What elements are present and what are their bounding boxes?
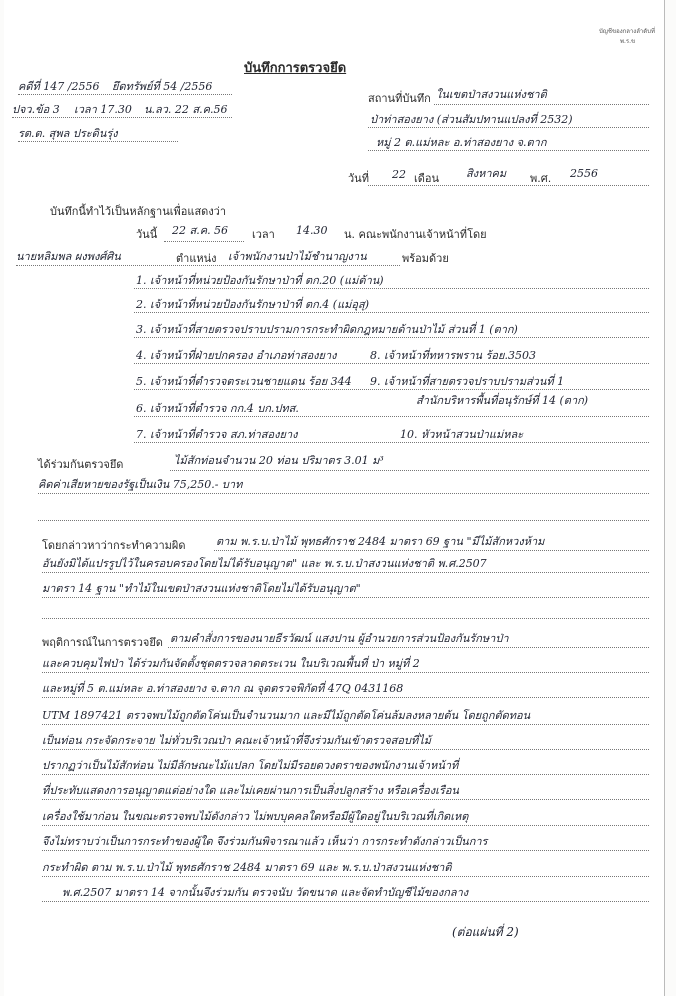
member-10: 10. หัวหน้าสวนป่าแม่หละ — [400, 428, 524, 441]
member-3: 3. เจ้าหน้าที่สายตรวจปราบปรามการกระทำผิดกฎหมายด้านป่าไม้ ส่วนที่ 1 (ตาก) — [136, 323, 518, 336]
time-label: เวลา — [252, 228, 275, 241]
position-label: ตำแหน่ง — [176, 252, 217, 265]
dotted-line — [38, 520, 649, 521]
dotted-line — [214, 550, 649, 551]
dotted-line — [42, 799, 649, 800]
dotted-line — [134, 416, 649, 417]
dotted-line — [12, 117, 232, 118]
circumstance-line-6: ปรากฏว่าเป็นไม้สักท่อน ไม่มีลักษณะไม้แปลก โดยไม่มีรอยดวงตราของพนักงานเจ้าหน้าที่ — [42, 759, 459, 772]
case-officer: รต.ต. สุพล ประดินรุ่ง — [18, 127, 118, 140]
year-value: 2556 — [570, 167, 598, 180]
member-7: 7. เจ้าหน้าที่ตำรวจ สภ.ท่าสองยาง — [136, 428, 298, 441]
today-label: วันนี้ — [136, 228, 158, 241]
dotted-line — [42, 597, 649, 598]
charge-line-3: มาตรา 14 ฐาน "ทำไม้ในเขตป่าสงวนแห่งชาติโดยไม่ได้รับอนุญาต" — [42, 582, 361, 595]
circumstance-line-1: ตามคำสั่งการของนายธีรวัฒน์ แสงปาน ผู้อำนวยการส่วนป้องกันรักษาป่า — [170, 632, 509, 645]
dotted-line — [42, 724, 649, 725]
time-value: 14.30 — [296, 224, 328, 237]
dotted-line — [42, 901, 649, 902]
document-title: บันทึกการตรวจยึด — [244, 61, 347, 76]
dotted-line — [38, 493, 649, 494]
circumstance-line-7: ที่ประทับแสดงการอนุญาตแต่อย่างใด และไม่เคยผ่านการเป็นสิ่งปลูกสร้าง หรือเครื่องเรือน — [42, 784, 459, 797]
dotted-line — [42, 672, 649, 673]
circumstance-line-11: พ.ศ.2507 มาตรา 14 จากนั้นจึงร่วมกัน ตรวจนับ วัดขนาด และจัดทำบัญชีไม้ของกลาง — [62, 886, 469, 899]
today-suffix: น. คณะพนักงานเจ้าหน้าที่โดย — [344, 228, 487, 241]
member-6: 6. เจ้าหน้าที่ตำรวจ กก.4 บก.ปทส. — [136, 402, 299, 415]
daily-report-item: ปจว.ข้อ 3 — [12, 103, 60, 116]
officer-name: นายหลิมพล ผงพงศ์ศิน — [16, 250, 121, 263]
place-label: สถานที่บันทึก — [368, 92, 431, 105]
form-code: บัญชีของกลางลำดับที่ — [599, 28, 655, 35]
dotted-line — [42, 774, 649, 775]
dotted-line — [434, 104, 649, 105]
dotted-line — [368, 150, 649, 151]
form-code-2: พ.ร.ข — [620, 38, 636, 45]
seized-value: ไม้สักท่อนจำนวน 20 ท่อน ปริมาตร 3.01 ม³ — [174, 454, 384, 467]
dotted-line — [16, 265, 400, 266]
day-value: 22 — [392, 168, 406, 181]
daily-report-time: เวลา 17.30 — [74, 103, 132, 116]
dotted-line — [42, 572, 649, 573]
today-date: 22 ส.ค. 56 — [172, 224, 229, 237]
month-label: เดือน — [414, 172, 440, 185]
member-5: 5. เจ้าหน้าที่ตำรวจตระเวนชายแดน ร้อย 344 — [136, 375, 352, 388]
case-number: คดีที่ 147 /2556 — [18, 80, 100, 93]
place-value-3: หมู่ 2 ต.แม่หละ อ.ท่าสองยาง จ.ตาก — [376, 136, 547, 149]
day-label: วันที่ — [348, 172, 369, 185]
member-4: 4. เจ้าหน้าที่ฝ่ายปกครอง อำเภอท่าสองยาง — [136, 349, 337, 362]
dotted-line — [368, 185, 649, 186]
year-label: พ.ศ. — [530, 172, 552, 185]
dotted-line — [42, 825, 649, 826]
dotted-line — [134, 389, 649, 390]
circumstance-line-2: และควบคุมไฟป่า ได้ร่วมกันจัดตั้งชุดตรวจลาดตระเวน ในบริเวณพื้นที่ ป่า หมู่ที่ 2 — [42, 657, 420, 670]
circumstance-line-10: กระทำผิด ตาม พ.ร.บ.ป่าไม้ พุทธศักราช 2484 มาตรา 69 และ พ.ร.บ.ป่าสงวนแห่งชาติ — [42, 861, 452, 874]
circumstance-line-8: เครื่องใช้มาก่อน ในขณะตรวจพบไม้ดังกล่าว ไม่พบบุคคลใดหรือมีผู้ใดอยู่ในบริเวณที่เกิดเหตุ — [42, 810, 469, 823]
officer-position: เจ้าพนักงานป่าไม้ชำนาญงาน — [228, 250, 367, 263]
dotted-line — [134, 363, 649, 364]
dotted-line — [42, 749, 649, 750]
seized-label: ได้ร่วมกันตรวจยึด — [38, 458, 124, 471]
circumstance-line-9: จึงไม่ทราบว่าเป็นการกระทำของผู้ใด จึงร่วมกันพิจารณาแล้ว เห็นว่า การกระทำดังกล่าวเป็นการ — [42, 835, 488, 848]
dotted-line — [134, 312, 649, 313]
dotted-line — [42, 850, 649, 851]
dotted-line — [134, 288, 649, 289]
member-9-unit: สำนักบริหารพื้นที่อนุรักษ์ที่ 14 (ตาก) — [416, 394, 589, 407]
member-8: 8. เจ้าหน้าที่ทหารพราน ร้อย.3503 — [370, 349, 536, 362]
continued-note: (ต่อแผ่นที่ 2) — [452, 925, 519, 939]
dotted-line — [134, 442, 649, 443]
seizure-number: ยึดทรัพย์ที่ 54 /2556 — [112, 80, 213, 93]
dotted-line — [134, 337, 649, 338]
circumstance-line-4: UTM 1897421 ตรวจพบไม้ถูกตัดโค่นเป็นจำนวนมาก และมีไม้ถูกตัดโค่นล้มลงหลายต้น โดยถูกตัดทอน — [42, 709, 531, 722]
month-value: สิงหาคม — [466, 167, 507, 180]
member-9: 9. เจ้าหน้าที่สายตรวจปราบปรามส่วนที่ 1 — [370, 375, 565, 388]
paper-sheet — [4, 0, 665, 996]
dotted-line — [18, 141, 178, 142]
member-2: 2. เจ้าหน้าที่หน่วยป้องกันรักษาป่าที่ ตก.4 (แม่อุสุ) — [136, 298, 370, 311]
circumstance-line-5: เป็นท่อน กระจัดกระจาย ไม่ทั่วบริเวณป่า คณะเจ้าหน้าที่จึงร่วมกันเข้าตรวจสอบที่ไม้ — [42, 734, 431, 747]
charge-line-2: อันยังมิได้แปรรูปไว้ในครอบครองโดยไม่ได้รับอนุญาต" และ พ.ร.บ.ป่าสงวนแห่งชาติ พ.ศ.2507 — [42, 557, 487, 570]
with-label: พร้อมด้วย — [402, 252, 449, 265]
charge-line-1: ตาม พ.ร.บ.ป่าไม้ พุทธศักราช 2484 มาตรา 69 ฐาน "มีไม้สักหวงห้าม — [216, 535, 545, 548]
damage-value: คิดค่าเสียหายของรัฐเป็นเงิน 75,250.- บาท — [38, 478, 243, 491]
dotted-line — [170, 470, 649, 471]
charge-label: โดยกล่าวหาว่ากระทำความผิด — [42, 539, 186, 552]
place-value-1: ในเขตป่าสงวนแห่งชาติ — [436, 88, 547, 101]
dotted-line — [168, 647, 649, 648]
dotted-line — [42, 876, 649, 877]
dotted-line — [42, 697, 649, 698]
dotted-line — [164, 241, 244, 242]
circumstances-label: พฤติการณ์ในการตรวจยึด — [42, 636, 163, 649]
circumstance-line-3: และหมู่ที่ 5 ต.แม่หละ อ.ท่าสองยาง จ.ตาก ณ จุดตรวจพิกัดที่ 47Q 0431168 — [42, 682, 404, 695]
intro-text: บันทึกนี้ทำไว้เป็นหลักฐานเพื่อแสดงว่า — [50, 205, 227, 218]
dotted-line — [18, 94, 232, 95]
daily-report-date: น.ลว. 22 ส.ค.56 — [144, 103, 228, 116]
member-1: 1. เจ้าหน้าที่หน่วยป้องกันรักษาป่าที่ ตก.20 (แม่ต้าน) — [136, 274, 384, 287]
place-value-2: ป่าท่าสองยาง (ส่วนสัมปทานแปลงที่ 2532) — [370, 113, 573, 126]
dotted-line — [368, 127, 649, 128]
dotted-line — [42, 618, 649, 619]
